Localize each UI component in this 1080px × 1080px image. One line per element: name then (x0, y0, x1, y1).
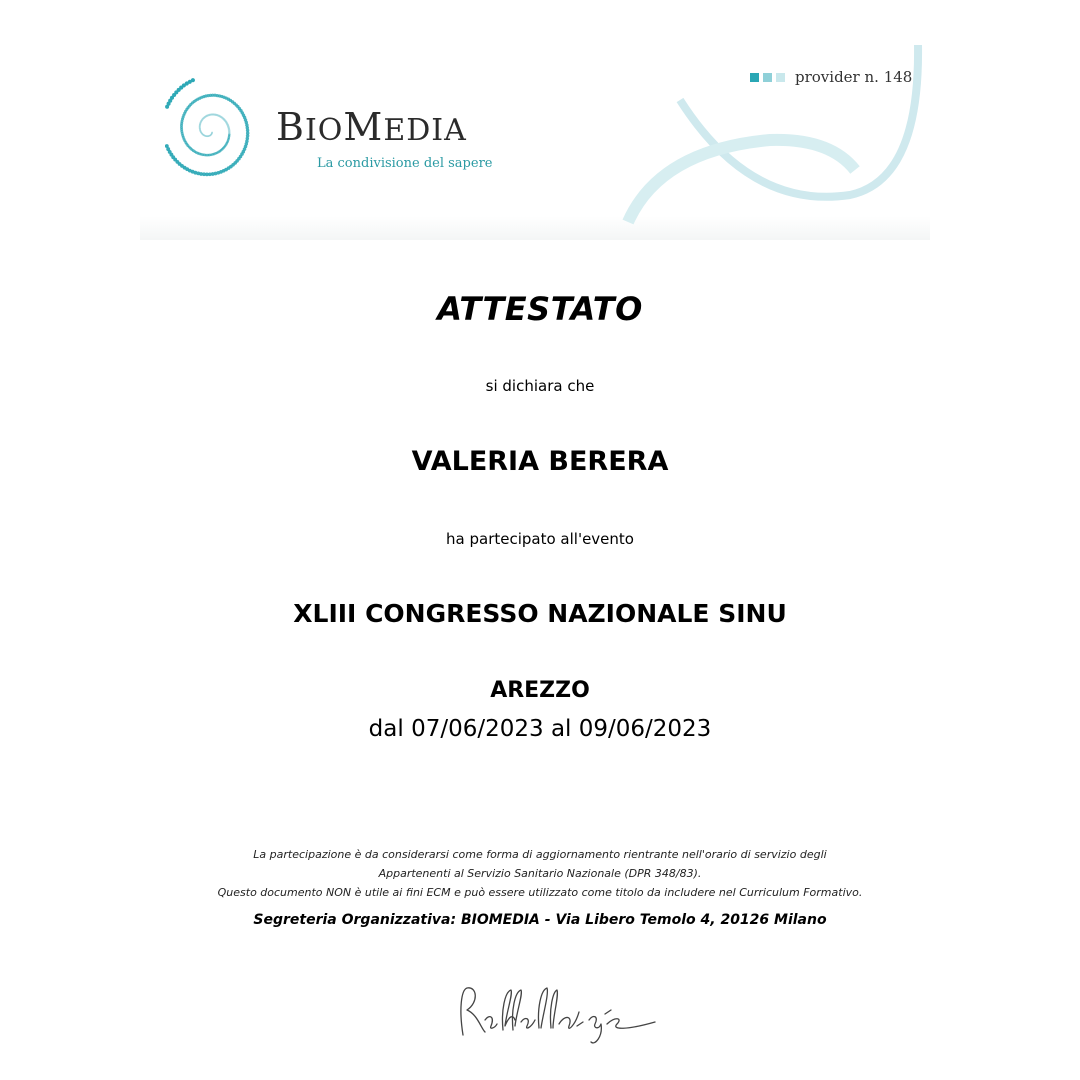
event-name: XLIII CONGRESSO NAZIONALE SINU (293, 599, 787, 628)
footer-note: La partecipazione è da considerarsi come forma di aggiornamento rientrante nell'orario di servizio degli (253, 848, 827, 861)
participant-name: VALERIA BERERA (411, 446, 669, 477)
provider-label: provider n. 148 (795, 68, 913, 86)
accent-square-icon (763, 73, 772, 82)
event-city: AREZZO (490, 678, 590, 703)
signature (455, 980, 665, 1050)
accent-square-icon (750, 73, 759, 82)
provider-badge (750, 68, 912, 86)
logo-wordmark: BIOMEDIA (276, 105, 467, 149)
intro-text: si dichiara che (485, 377, 595, 395)
logo-tagline: La condivisione del sapere (317, 156, 493, 171)
event-dates: dal 07/06/2023 al 09/06/2023 (368, 716, 712, 742)
footer-note: Questo documento NON è utile ai fini ECM e può essere utilizzato come titolo da includere nel Curriculum Formativo. (217, 886, 863, 899)
footer-note: Appartenenti al Servizio Sanitario Nazionale (DPR 348/83). (378, 867, 702, 880)
secretariat-line: Segreteria Organizzativa: BIOMEDIA - Via Libero Temolo 4, 20126 Milano (253, 912, 827, 928)
logo-spiral-icon (165, 78, 270, 190)
participation-text: ha partecipato all'evento (446, 530, 634, 548)
certificate-title: ATTESTATO (437, 290, 643, 328)
accent-square-icon (776, 73, 785, 82)
